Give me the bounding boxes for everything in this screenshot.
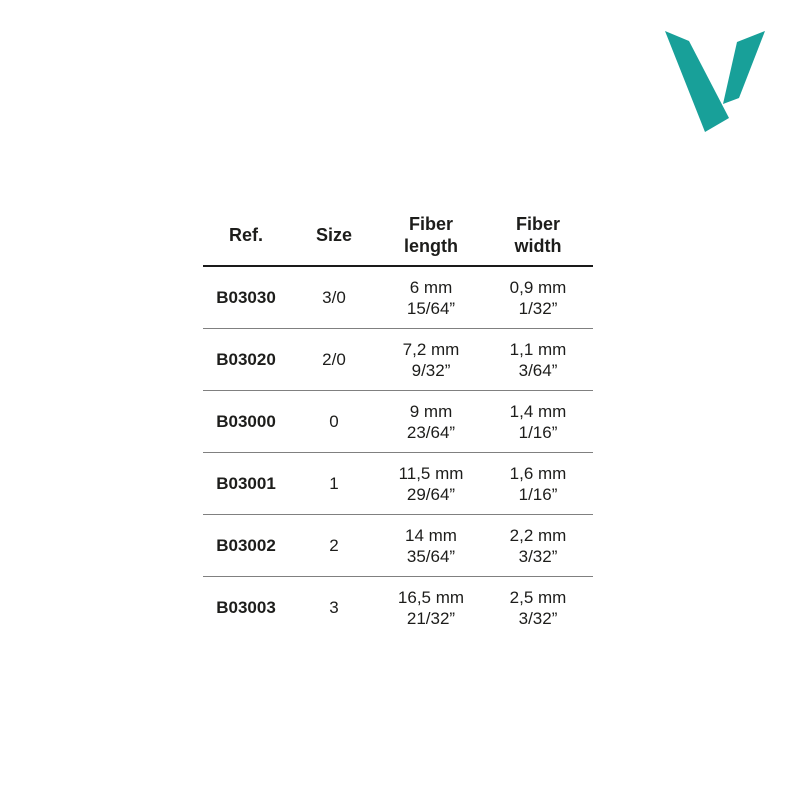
cell-fiber-length: 6 mm 15/64” [406, 277, 456, 318]
table-row [203, 453, 593, 515]
cell-ref: B03000 [216, 412, 276, 431]
cell-size: 0 [329, 412, 339, 431]
cell-fiber-length: 11,5 mm 29/64” [398, 463, 464, 504]
cell-size: 2 [329, 536, 339, 555]
column-header-size: Size [315, 225, 353, 245]
cell-fiber-length: 9 mm 23/64” [406, 401, 456, 442]
cell-ref: B03030 [216, 288, 276, 307]
cell-size: 3 [329, 598, 339, 617]
cell-size: 2/0 [322, 350, 346, 369]
cell-fiber-length: 16,5 mm 21/32” [397, 587, 465, 628]
cell-fiber-width: 1,6 mm 1/16” [509, 463, 567, 504]
table-row [203, 391, 593, 453]
cell-size: 1 [329, 474, 339, 493]
table-body [203, 267, 593, 638]
table-row [203, 267, 593, 329]
cell-fiber-width: 0,9 mm 1/32” [509, 277, 567, 318]
logo-left-stroke [665, 31, 729, 132]
cell-fiber-width: 1,1 mm 3/64” [509, 339, 567, 380]
table-header-row [203, 205, 593, 267]
cell-ref: B03020 [216, 350, 276, 369]
cell-ref: B03001 [216, 474, 276, 493]
table-row [203, 515, 593, 577]
cell-ref: B03002 [216, 536, 276, 555]
cell-ref: B03003 [216, 598, 276, 617]
cell-size: 3/0 [322, 288, 346, 307]
cell-fiber-length: 14 mm 35/64” [405, 525, 457, 566]
table-row [203, 329, 593, 391]
cell-fiber-length: 7,2 mm 9/32” [402, 339, 460, 380]
logo-right-stroke [723, 31, 765, 104]
cell-fiber-width: 2,2 mm 3/32” [509, 525, 567, 566]
teal-v-logo [655, 20, 775, 140]
column-header-length: Fiber length [404, 214, 458, 256]
column-header-ref: Ref. [228, 225, 263, 245]
column-header-width: Fiber width [514, 214, 562, 256]
cell-fiber-width: 1,4 mm 1/16” [509, 401, 567, 442]
fiber-spec-table [203, 205, 593, 638]
cell-fiber-width: 2,5 mm 3/32” [509, 587, 567, 628]
table-row [203, 577, 593, 638]
